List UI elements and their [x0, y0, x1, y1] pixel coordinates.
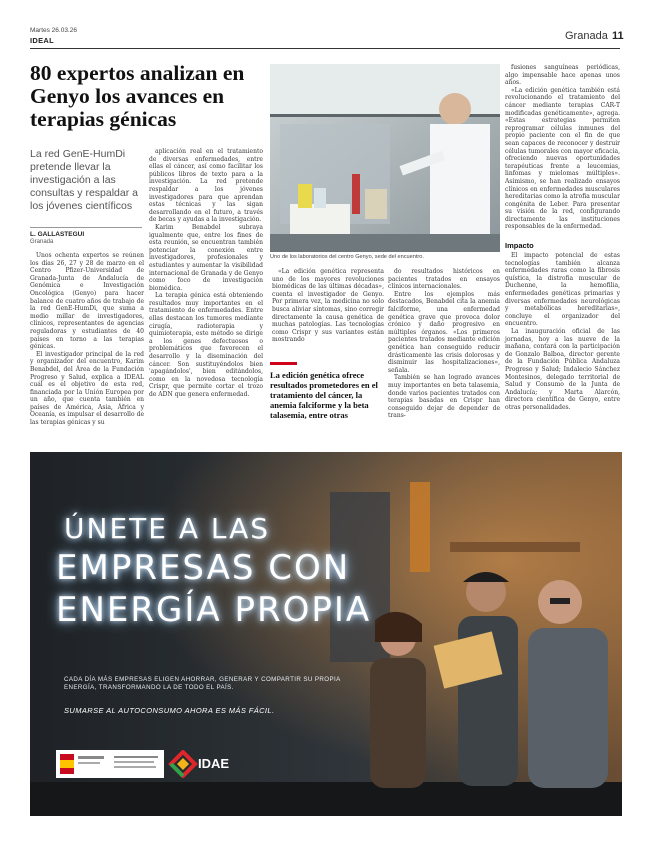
- section-subtitle: Impacto: [505, 241, 534, 250]
- idae-wordmark: IDAE: [198, 756, 230, 771]
- article-headline: 80 expertos analizan en Genyo los avances en terapias génicas: [30, 61, 245, 131]
- pullquote-accent: [270, 362, 297, 365]
- paragraph: El investigador principal de la red y organizador del encuentro, Karim Benabdel, del Área de la Fundación Progreso y Salud, explica a IDEAL cuál es el objetivo de esta red, financiada por la Unión Europea por un año, que cuenta también en países de América, Asia, África y Oceanía, es impulsar el desarrollo de las terapias génicas y su: [30, 350, 144, 427]
- worker-woman: [370, 612, 426, 788]
- paragraph: También se han logrado avances muy importantes en beta talasemia, donde varios pacientes tratados con terapias basadas en Crispr han conseguido dejar de depender de trans-: [388, 374, 500, 420]
- article-column-1: [30, 252, 144, 427]
- paragraph: fusiones sanguíneas periódicas, algo impensable hace apenas unos años.: [505, 64, 620, 87]
- article-column-4: [388, 268, 500, 420]
- article-subhead: La red GenE-HumDi pretende llevar la investigación a las consultas y respaldar a los jóvenes científicos: [30, 148, 138, 212]
- photo-caption: Uno de los laboratorios del centro Genyo, sede del encuentro.: [270, 254, 424, 260]
- lab-photo-illustration: [270, 64, 500, 252]
- paragraph: La inauguración oficial de las jornadas, hoy a las nueve de la mañana, contará con la participación de Gonzalo Balboa, director gerente de la Fundación Pública Andaluza Progreso y Salud; Indalecio Sánchez Montesinos, delegado territorial de Salud y Consumo de la Junta de Andalucía; y Marta Alarcón, directora científica de Genyo, entre otras personalidades.: [505, 327, 620, 411]
- ad-body-text: CADA DÍA MÁS EMPRESAS ELIGEN AHORRAR, GENERAR Y COMPARTIR SU PROPIA ENERGÍA, TRANSFORMANDO LA DE TODO EL PAÍS.: [64, 676, 341, 691]
- paragraph: «La edición genética también está revolucionando el tratamiento del cáncer mediante terapias CAR-T modificadas genéticamente», agrega. «Estas estrategias permiten reprogramar células inmunes del propio paciente con el fin de que sean capaces de reconocer y destruir células tumorales con mayor eficacia, ofreciendo nuevas oportunidades terapéuticas frente a leucemias, linfomas y mielomas múltiples». Asimismo, se han realizado ensayos clínicos en enfermedades musculares hereditarias como la atrofia muscular congénita de Leber. Para presentar su visión de la red, configurando directamente las instituciones responsables de la enfermedad.: [505, 86, 620, 231]
- section-name: Granada: [565, 30, 608, 42]
- ad-headline-line-3: ENERGÍA PROPIA: [56, 590, 372, 630]
- byline: L. GALLASTEGUI: [30, 231, 85, 238]
- paragraph: El impacto potencial de estas tecnologías también alcanza enfermedades raras como la fibrosis quística, la distrofia muscular de Duchenne, la hemofilia, enfermedades genéticas primarias y diversas enfermedades neurológicas y metabólicas hereditarias», concluye el organizador del encuentro.: [505, 252, 620, 328]
- byline-city: Granada: [30, 239, 54, 245]
- paragraph: Entre los ejemplos más destacados, Benabdel cita la anemia falciforme, una enfermedad genética grave que provoca dolor crónico y daño progresivo en múltiples órganos. «Los primeros pacientes tratados mediante edición genética han conseguido reducir drásticamente las crisis dolorosas y disminuir las hospitalizaciones», señala.: [388, 290, 500, 374]
- page-number: 11: [612, 30, 624, 42]
- issue-date: Martes 26.03.26: [30, 27, 77, 34]
- header-rule: [30, 48, 620, 49]
- government-logo: [56, 750, 164, 778]
- ad-headline-line-1: ÚNETE A LAS: [64, 512, 271, 545]
- paragraph: Karim Benabdel subraya igualmente que, entre los fines de esta reunión, se encuentran también potenciar la conexión entre investigadores, profesionales y estudiantes y aumentar la visibilidad internacional de Granada y de Genyo como foco de investigación biomédica.: [149, 223, 263, 292]
- idae-emblem-icon: [168, 750, 198, 778]
- paragraph: do resultados históricos en pacientes tratados en ensayos clínicos internacionales.: [388, 268, 500, 291]
- spain-government-emblem: [56, 750, 164, 778]
- paragraph: Unos ochenta expertos se reúnen los días 26, 27 y 28 de marzo en el Centro Pfizer-Universidad de Granada-Junta de Andalucía de Genómica e Investigación Oncológica (Genyo) para hacer balance de cuatro años de trabajo de la red GenE-HumDi, que suma a medio millar de investigadores, clínicos, representantes de agencias reguladoras y estudiantes de 40 países en torno a las terapias génicas.: [30, 252, 144, 351]
- article-column-2: [149, 148, 263, 399]
- paragraph: La terapia génica está obteniendo resultados muy importantes en el tratamiento de enfermedades. Entre ellas destacan los tumores mediante cirugía, radioterapia y quimioterapia, este método se dirige a los genes defectuosos o problemáticos que favorecen el desarrollo y la diseminación del cáncer. Son sustituyéndolos bien 'apagándolos', bien editándolos, como en la novedosa tecnología Crispr, que permite cortar el trozo de ADN que genera enfermedad.: [149, 292, 263, 398]
- energy-advertisement: [30, 452, 622, 816]
- newspaper-brand: IDEAL: [30, 36, 54, 45]
- subhead-rule: [30, 227, 142, 228]
- paragraph: aplicación real en el tratamiento de diversas enfermedades, entre ellas el cáncer, así como facilitar los públicos libros de texto para a la investigación. La red pretende respaldar a los jóvenes investigadores para que aprendan estas técnicas y las sigan desarrollando en el futuro, a través de becas y ayudas a la investigación.: [149, 148, 263, 224]
- ad-slogan: SUMARSE AL AUTOCONSUMO AHORA ES MÁS FÁCIL.: [64, 706, 275, 715]
- article-column-5: [505, 64, 620, 231]
- ad-headline-line-2: EMPRESAS CON: [56, 548, 351, 588]
- pullquote: La edición genética ofrece resultados prometedores en el tratamiento del cáncer, la anemia falciforme y la beta talasemia, entre otras: [270, 370, 378, 420]
- article-column-5-continued: [505, 252, 620, 411]
- lab-photo: [270, 64, 500, 252]
- article-column-3: [272, 268, 384, 344]
- paragraph: «La edición genética representa uno de los mayores revoluciones biomédicas de las últimas décadas», cuenta el investigador de Genyo. Por primera vez, la medicina no solo busca aliviar síntomas, sino corregir directamente la causa genética de muchas patologías. Las tecnologías como Crispr y sus variantes están mostrando: [272, 268, 384, 344]
